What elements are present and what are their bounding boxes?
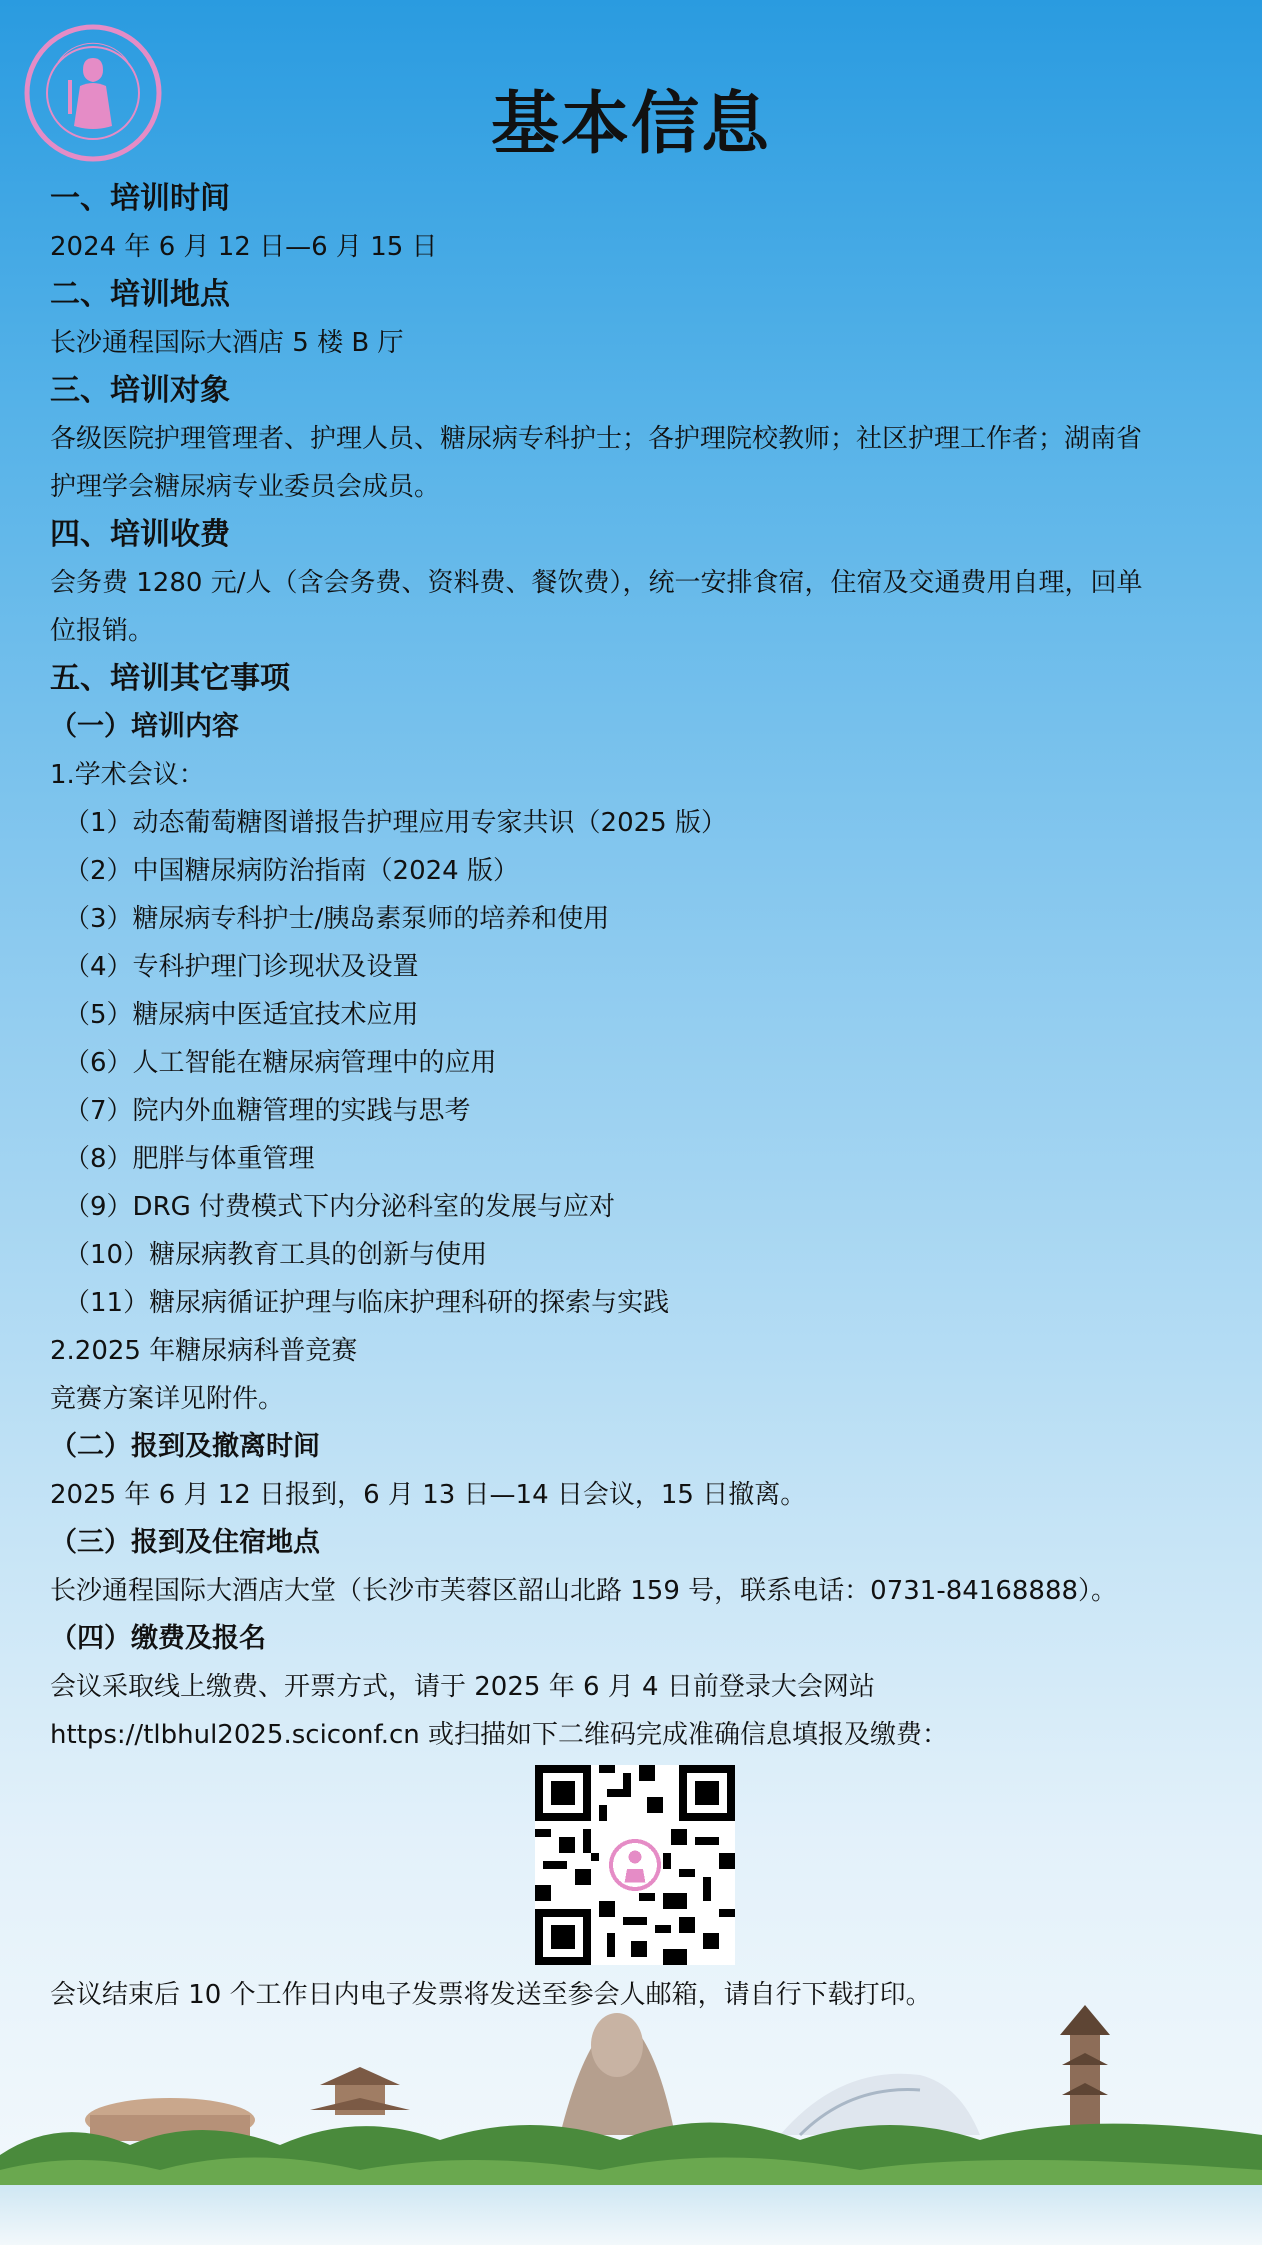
page-title: 基本信息 <box>490 85 771 164</box>
sub-payment-heading: （四）缴费及报名 <box>50 1623 266 1654</box>
topic-item: （11）糖尿病循证护理与临床护理科研的探索与实践 <box>64 1288 670 1318</box>
sub-payment-text-1: 会议采取线上缴费、开票方式，请于 2025 年 6 月 4 日前登录大会网站 <box>50 1672 875 1702</box>
section-venue-heading: 二、培训地点 <box>50 277 230 312</box>
section-time-text: 2024 年 6 月 12 日—6 月 15 日 <box>50 232 438 262</box>
topic-item: （6）人工智能在糖尿病管理中的应用 <box>64 1048 497 1078</box>
topic-item: （3）糖尿病专科护士/胰岛素泵师的培养和使用 <box>64 904 610 934</box>
contest-label: 2.2025 年糖尿病科普竞赛 <box>50 1336 358 1366</box>
section-fee-text-1: 会务费 1280 元/人（含会务费、资料费、餐饮费），统一安排食宿，住宿及交通费用自理，回单 <box>50 568 1143 598</box>
sub-checkin-heading: （二）报到及撤离时间 <box>50 1431 320 1462</box>
content-body <box>50 175 1225 2019</box>
topic-item: （4）专科护理门诊现状及设置 <box>64 952 419 982</box>
section-audience-text-2: 护理学会糖尿病专业委员会成员。 <box>50 472 441 502</box>
topic-item: （8）肥胖与体重管理 <box>64 1144 315 1174</box>
topic-item: （7）院内外血糖管理的实践与思考 <box>64 1096 471 1126</box>
section-venue-text: 长沙通程国际大酒店 5 楼 B 厅 <box>50 328 404 358</box>
topic-item: （1）动态葡萄糖图谱报告护理应用专家共识（2025 版） <box>64 808 727 838</box>
section-fee-text-2: 位报销。 <box>50 616 155 646</box>
topic-item: （5）糖尿病中医适宜技术应用 <box>64 1000 419 1030</box>
registration-qr-code[interactable] <box>535 1765 735 1965</box>
sub-checkin-text: 2025 年 6 月 12 日报到，6 月 13 日—14 日会议，15 日撤离。 <box>50 1480 807 1510</box>
sub-lodging-heading: （三）报到及住宿地点 <box>50 1527 320 1558</box>
topic-item: （2）中国糖尿病防治指南（2024 版） <box>64 856 519 886</box>
invoice-note: 会议结束后 10 个工作日内电子发票将发送至参会人邮箱，请自行下载打印。 <box>50 1980 932 2010</box>
city-skyline-illustration <box>0 1985 1262 2245</box>
contest-note: 竞赛方案详见附件。 <box>50 1384 285 1414</box>
section-time-heading: 一、培训时间 <box>50 181 230 216</box>
academic-meeting-label: 1.学术会议： <box>50 760 205 790</box>
sub-lodging-text: 长沙通程国际大酒店大堂（长沙市芙蓉区韶山北路 159 号，联系电话：0731-84168888）。 <box>50 1576 1118 1606</box>
topic-item: （10）糖尿病教育工具的创新与使用 <box>64 1240 488 1270</box>
sub-content-heading: （一）培训内容 <box>50 711 239 742</box>
topic-item: （9）DRG 付费模式下内分泌科室的发展与应对 <box>64 1192 616 1222</box>
section-audience-heading: 三、培训对象 <box>50 373 230 408</box>
section-other-heading: 五、培训其它事项 <box>50 661 290 696</box>
section-fee-heading: 四、培训收费 <box>50 517 230 552</box>
sub-payment-text-2: https://tlbhul2025.sciconf.cn 或扫描如下二维码完成准确信息填报及缴费： <box>50 1720 949 1750</box>
section-audience-text-1: 各级医院护理管理者、护理人员、糖尿病专科护士；各护理院校教师；社区护理工作者；湖南省 <box>50 424 1143 454</box>
